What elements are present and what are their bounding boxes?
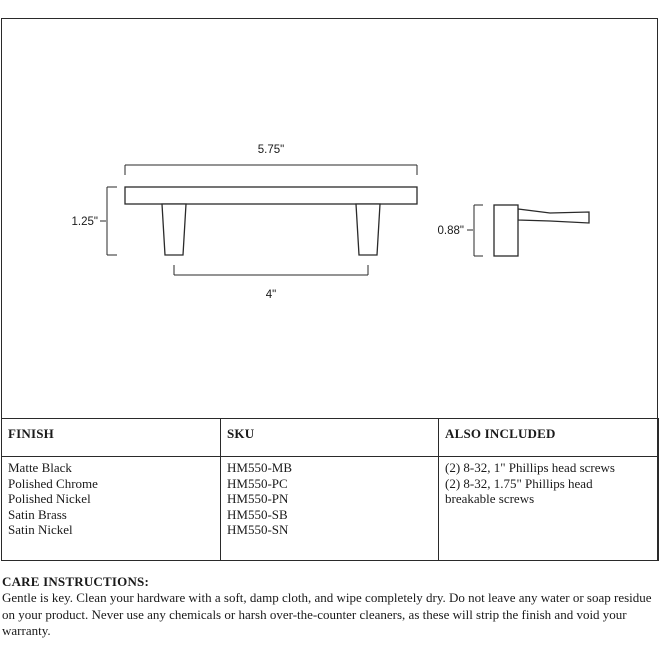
center-to-center-dimension xyxy=(174,265,368,275)
care-instructions-body: Gentle is key. Clean your hardware with a soft, damp cloth, and wipe completely dry. Do not leave any water or soap residue on your product. Never use any chemicals or harsh over-the-counter cleaners, as these will strip the finish and void your warranty. xyxy=(2,590,652,639)
sku-item: HM550-PC xyxy=(227,475,288,491)
finish-item: Satin Brass xyxy=(8,506,67,522)
care-instructions xyxy=(2,574,658,640)
pull-bar xyxy=(125,187,417,204)
sku-item: HM550-PN xyxy=(227,491,289,507)
overall-length-label: 5.75" xyxy=(257,144,285,156)
pull-side-post xyxy=(518,209,589,223)
included-item: (2) 8-32, 1" Phillips head screws xyxy=(445,460,615,475)
sku-header: SKU xyxy=(221,419,439,457)
included-item: (2) 8-32, 1.75" Phillips head xyxy=(445,475,593,491)
finish-item: Satin Nickel xyxy=(8,522,73,538)
finish-item: Polished Chrome xyxy=(8,475,98,491)
projection-dimension xyxy=(467,205,483,256)
finish-list xyxy=(2,457,221,561)
sku-list xyxy=(221,457,439,561)
finish-item: Polished Nickel xyxy=(8,491,91,507)
sku-item: HM550-SB xyxy=(227,506,288,522)
finish-header: FINISH xyxy=(2,419,221,457)
finish-item: Matte Black xyxy=(8,460,72,475)
center-to-center-label: 4" xyxy=(265,289,277,301)
included-item: breakable screws xyxy=(445,491,535,507)
spec-table xyxy=(1,418,659,561)
also-included-list xyxy=(439,457,659,561)
also-included-header: ALSO INCLUDED xyxy=(439,419,659,457)
height-label: 1.25" xyxy=(71,216,98,228)
sku-item: HM550-SN xyxy=(227,522,289,538)
pull-side-bar xyxy=(494,205,518,256)
sku-item: HM550-MB xyxy=(227,460,293,475)
height-dimension xyxy=(100,187,117,255)
pull-side-view xyxy=(494,205,589,256)
spec-table-body-row xyxy=(2,457,659,561)
pull-post-right xyxy=(356,204,380,255)
pull-post-left xyxy=(162,204,186,255)
spec-table-header-row xyxy=(2,419,659,457)
overall-length-dimension xyxy=(125,165,417,175)
projection-label: 0.88" xyxy=(437,225,464,237)
care-instructions-title: CARE INSTRUCTIONS: xyxy=(2,574,149,589)
pull-front-view xyxy=(125,187,417,255)
